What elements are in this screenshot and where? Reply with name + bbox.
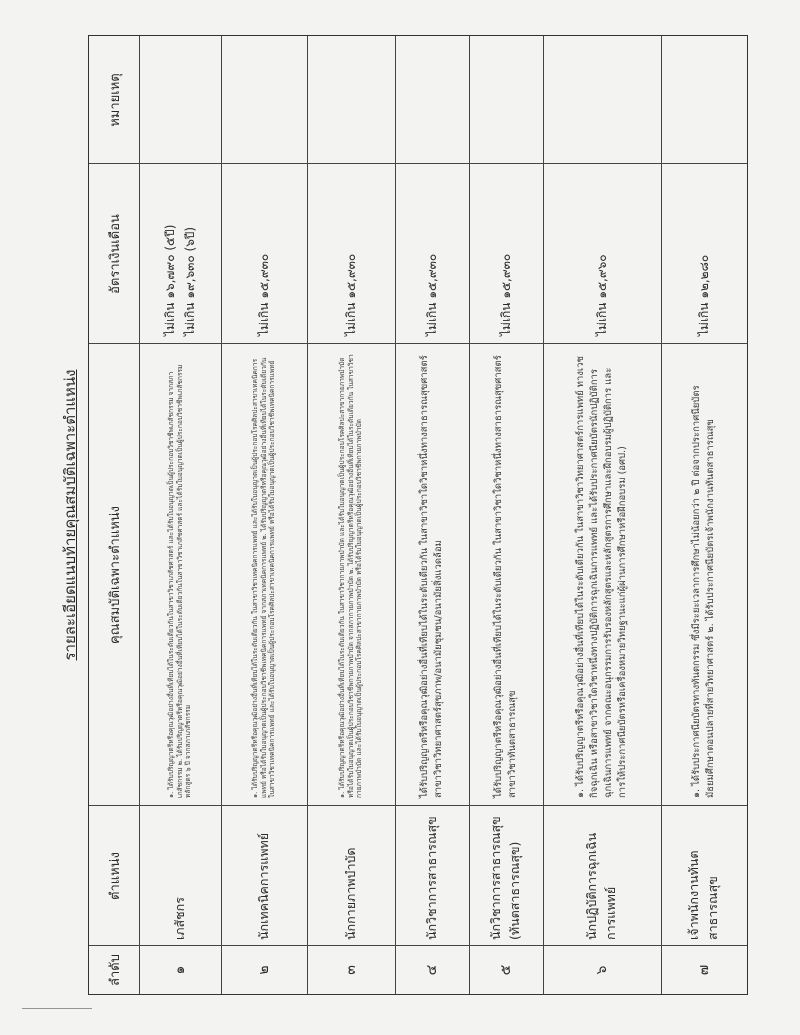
- scan-edge-mark: [22, 1008, 92, 1013]
- row-4-salary: [395, 164, 469, 344]
- row-6-salary-line-1: ไม่เกิน ๑๕,๙๖๐: [594, 254, 609, 336]
- row-2-salary: [221, 164, 307, 344]
- row-2-salary-line-1: ไม่เกิน ๑๕,๙๓๐: [256, 253, 271, 336]
- row-3-position: นักกายภาพบำบัด: [342, 847, 358, 940]
- row-1-qualification: ๑. ได้รับปริญญาตรีหรือคุณวุฒิอย่างอื่นที่เทียบได้ในระดับเดียวกันในสาขาวิชาเภสัชศาสตร์ และได้รับใบอนุญาตเป็นผู้ประกอบวิชาชีพเภสัชกรรม จากสภาเภสัชกรรม ๒. ได้รับปริญญาตรีหรือคุณวุฒิอย่างอื่นที่เทียบได้ในระดับเดียวกันในสาขาวิชาเภสัชศาสตร์ และได้รับใบอนุญาตเป็นผู้ประกอบวิชาชีพเภสัชกรรม หลักสูตร ๖ ปี จากสภาเภสัชกรรม: [166, 364, 193, 798]
- qualification-table: [88, 35, 748, 995]
- header-position: ตำแหน่ง: [107, 852, 123, 900]
- header-qualification: คุณสมบัติเฉพาะตำแหน่ง: [107, 505, 123, 645]
- row-2-no: ๒: [256, 965, 272, 975]
- row-7-position: เจ้าพนักงานทันตสาธารณสุข: [686, 850, 720, 940]
- row-5-position: นักวิชาการสาธารณสุข (ทันตสาธารณสุข): [488, 816, 522, 940]
- row-4-position: นักวิชาการสาธารณสุข: [423, 816, 439, 940]
- rotated-page: [30, 35, 750, 995]
- row-3-salary: [307, 164, 395, 344]
- row-2-position: นักเทคนิคการแพทย์: [255, 832, 271, 940]
- row-4-qualification: ได้รับปริญญาตรีหรือคุณวุฒิอย่างอื่นที่เทียบได้ในระดับเดียวกัน ในสาขาวิชาใดวิชาหนึ่งทางสาธารณสุขศาสตร์ สาขาวิชาวิทยาศาสตร์สุขภาพ/อนามัยชุมชน/อนามัยสิ่งแวดล้อม: [419, 355, 444, 798]
- row-7-no: ๗: [696, 964, 712, 976]
- header-no: ลำดับ: [107, 954, 123, 986]
- row-2-qualification: ๑. ได้รับปริญญาตรีหรือคุณวุฒิอย่างอื่นที่เทียบได้ในระดับเดียวกัน ในสาขาวิชาเทคนิคการแพทย์ และได้รับใบอนุญาตเป็นผู้ประกอบโรคศิลปะสาขาเทคนิคการแพทย์ หรือได้รับใบอนุญาตเป็นผู้ประกอบวิชาชีพเทคนิคการแพทย์ จากสภาเทคนิคการแพทย์ ๒. ได้รับปริญญาตรีหรือคุณวุฒิอย่างอื่นที่เทียบได้ในระดับเดียวกัน ในสาขาวิชาเทคนิคการแพทย์ และได้รับใบอนุญาตเป็นผู้ประกอบโรคศิลปะสาขาเทคนิคการแพทย์ หรือได้รับใบอนุญาตเป็นผู้ประกอบวิชาชีพเทคนิคการแพทย์: [250, 357, 277, 798]
- row-6-salary: [543, 164, 661, 344]
- row-6-qualification: ๑. ได้รับปริญญาตรีหรือคุณวุฒิอย่างอื่นที่เทียบได้ในระดับเดียวกัน ในสาขาวิชาวิทยาศาสตร์การแพทย์ ทางเวชกิจฉุกเฉิน หรือสาขาวิชาใดวิชาหนึ่งทางปฏิบัติการฉุกเฉินการแพทย์ และได้รับประกาศนียบัตรนักปฏิบัติการฉุกเฉินการแพทย์ จากคณะอนุกรรมการรับรองหลักสูตรและหลักสูตรการศึกษาและฝึกอบรมผู้ปฏิบัติการ และการให้ประกาศนียบัตรหรือเครื่องหมายวิทยฐานะแก่ผู้ผ่านการศึกษาหรือฝึกอบรม (อศป.): [575, 356, 628, 798]
- row-1-salary-line-2: ไม่เกิน ๑๙,๖๓๐ (๖ปี): [183, 226, 197, 336]
- row-6-no: ๖: [594, 965, 610, 975]
- row-5-no: ๕: [498, 964, 514, 976]
- row-7-qualification: ๑. ได้รับประกาศนียบัตรทางทันตกรรม ซึ่งมีระยะเวลาการศึกษาไม่น้อยกว่า ๒ ปี ต่อจากประกาศนียบัตรมัธยมศึกษาตอนปลายที่สายวิทยาศาสตร์ ๒. ได้รับประกาศนียบัตรเจ้าพนักงานทันตสาธารณสุข: [691, 385, 716, 798]
- row-1-salary: [139, 164, 221, 344]
- row-3-salary-line-1: ไม่เกิน ๑๕,๙๓๐: [343, 253, 358, 336]
- row-3-no: ๓: [343, 965, 359, 975]
- row-5-salary-line-1: ไม่เกิน ๑๕,๙๓๐: [498, 253, 513, 336]
- row-7-salary: [661, 164, 747, 344]
- row-6-position: นักปฏิบัติการฉุกเฉินการแพทย์: [584, 832, 618, 940]
- row-5-salary: [469, 164, 543, 344]
- row-4-no: ๔: [424, 964, 440, 976]
- row-7-salary-line-1: ไม่เกิน ๑๒,๒๘๐: [696, 254, 711, 336]
- row-1-position: เภสัชกร: [171, 897, 187, 940]
- header-remark: หมายเหตุ: [107, 73, 123, 127]
- row-5-qualification: ได้รับปริญญาตรีหรือคุณวุฒิอย่างอื่นที่เทียบได้ในระดับเดียวกัน ในสาขาวิชาใดวิชาหนึ่งทางสาธารณสุขศาสตร์ สาขาวิชาทันตสาธารณสุข: [493, 355, 518, 798]
- row-3-qualification: ๑. ได้รับปริญญาตรีหรือคุณวุฒิอย่างอื่นที่เทียบได้ในระดับเดียวกัน ในสาขาวิชากายภาพบำบัด และได้รับใบอนุญาตเป็นผู้ประกอบโรคศิลปะสาขากายภาพบำบัด หรือได้รับใบอนุญาตเป็นผู้ประกอบวิชาชีพกายภาพบำบัด จากสภากายภาพบำบัด ๒. ได้รับปริญญาตรีหรือคุณวุฒิอย่างอื่นที่เทียบได้ในระดับเดียวกัน ในสาขาวิชากายภาพบำบัด และได้รับใบอนุญาตเป็นผู้ประกอบโรคศิลปะสาขากายภาพบำบัด หรือได้รับใบอนุญาตเป็นผู้ประกอบวิชาชีพกายภาพบำบัด: [337, 354, 364, 798]
- row-1-no: ๑: [172, 965, 188, 975]
- row-1-salary-line-1: ไม่เกิน ๑๖,๗๙๐ (๕ปี): [162, 224, 177, 336]
- row-4-salary-line-1: ไม่เกิน ๑๕,๙๓๐: [424, 253, 439, 336]
- document-title: รายละเอียดแนบท้ายคุณสมบัติเฉพาะตำแหน่ง: [61, 369, 79, 661]
- header-salary: อัตราเงินเดือน: [107, 214, 123, 294]
